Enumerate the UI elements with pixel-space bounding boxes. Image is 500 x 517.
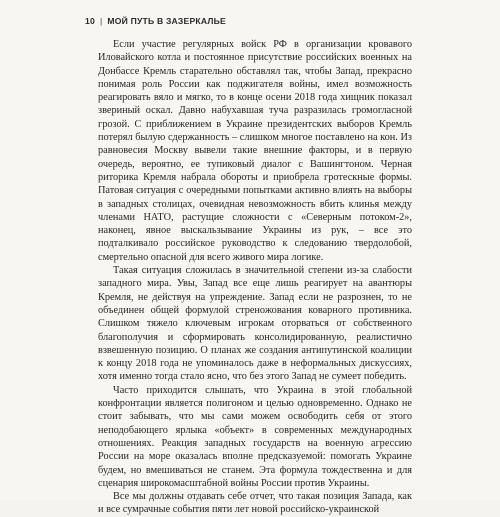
paragraph: Если участие регулярных войск РФ в организации кровавого Иловайского котла и постоянное присутствие российских военных на Донбассе Кремль старательно обставлял так, чтобы Запад, прекрасно понимая роль России как поджигателя войны, имел возможность реагировать вяло и мягко, то в конце осени 2018 года хищник показал звериный оскал. Давно набухавшая туча разразилась громогласной грозой. С приближением в Украине президентских выборов Кремль потерял былую сдержанность – слишком многое поставлено на кон. Из равновесия Москву вывели такие внешние факторы, и в первую очередь, вероятно, ее тупиковый диалог с Вашингтоном. Черная риторика Кремля набрала обороты и приобрела гротескные формы. Патовая ситуация с очередными попытками активно влиять на выборы в западных столицах, очевидная невозможность вбить клинья между членами НАТО, растущие сложности с «Северным потоком-2», наконец, явное выскальзывание Украины из рук, – все это подталкивало российское руководство к следованию твердолобой, смертельно опасной для всего живого мира логике. xyxy=(98,39,412,263)
running-head xyxy=(85,15,226,27)
paragraph: Такая ситуация сложилась в значительной степени из-за слабости западного мира. Увы, Запад все еще лишь реагирует на авантюры Кремля, не действуя на упреждение. Запад если не разрознен, то не объединен общей формулой стреножования коварного противника. Слишком тяжело ключевым игрокам оторваться от собственного благополучия и сформировать консолидированную, реалистично взвешенную позицию. О планах же создания антипутинской коалиции к концу 2018 года не упоминалось даже в неформальных дискуссиях, хотя именно тогда стало ясно, что без этого Запад не сумеет победить. xyxy=(98,265,412,383)
body-text xyxy=(98,38,412,516)
running-title: МОЙ ПУТЬ В ЗАЗЕРКАЛЬЕ xyxy=(107,16,226,26)
paragraph: Часто приходится слышать, что Украина в этой глобальной конфронтации является полигоном и целью одновременно. Однако не стоит забывать, что мы сами можем освободить себя от этого неподобающего ярлыка «объект» в современных международных отношениях. Реакция западных государств на военную агрессию России на море оказалась вполне предсказуемой: помогать Украине будем, но вмешиваться не станем. Эта формула тождественна и для сценария широкомасштабной войны России против Украины. xyxy=(98,384,412,489)
paragraph: Все мы должны отдавать себе отчет, что такая позиция Запада, как и все сумрачные события пяти лет новой российско-украинской xyxy=(98,491,412,516)
page-number: 10 xyxy=(85,16,95,26)
header-separator: | xyxy=(99,16,103,26)
